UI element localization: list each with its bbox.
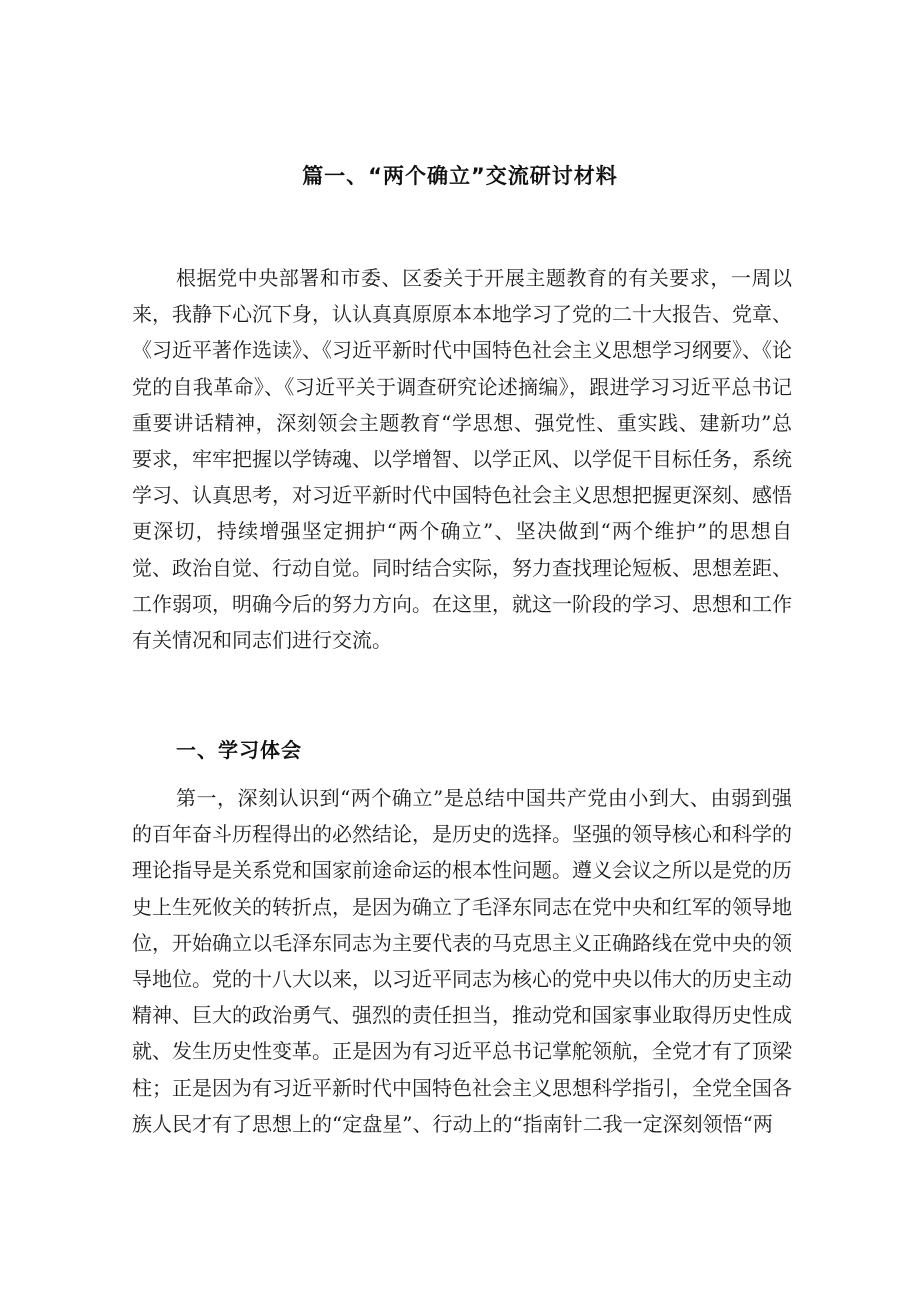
body-paragraph-first-point: 第一，深刻认识到“两个确立”是总结中国共产党由小到大、由弱到强的百年奋斗历程得出的必然结论，是历史的选择。坚强的领导核心和科学的理论指导是关系党和国家前途命运的根本性问题。遵义会议之所以是党的历史上生死攸关的转折点，是因为确立了毛泽东同志在党中央和红军的领导地位，开始确立以毛泽东同志为主要代表的马克思主义正确路线在党中央的领导地位。党的十八大以来，以习近平同志为核心的党中央以伟大的历史主动精神、巨大的政治勇气、强烈的责任担当，推动党和国家事业取得历史性成就、发生历史性变革。正是因为有习近平总书记掌舵领航，全党才有了顶梁柱；正是因为有习近平新时代中国特色社会主义思想科学指引，全党全国各族人民才有了思想上的“定盘星”、行动上的“指南针二我一定深刻领悟“两 xyxy=(132,786,792,1136)
document-title: 篇一、“两个确立”交流研讨材料 xyxy=(302,164,618,188)
intro-paragraph: 根据党中央部署和市委、区委关于开展主题教育的有关要求，一周以来，我静下心沉下身，认认真真原原本本地学习了党的二十大报告、党章、《习近平著作选读》、《习近平新时代中国特色社会主义思想学习纲要》、《论党的自我革命》、《习近平关于调查研究论述摘编》，跟进学习习近平总书记重要讲话精神，深刻领会主题教育“学思想、强党性、重实践、建新功”总要求，牢牢把握以学铸魂、以学增智、以学正风、以学促干目标任务，系统学习、认真思考，对习近平新时代中国特色社会主义思想把握更深刻、感悟更深切，持续增强坚定拥护“两个确立”、坚决做到“两个维护”的思想自觉、政治自觉、行动自觉。同时结合实际，努力查找理论短板、思想差距、工作弱项，明确今后的努力方向。在这里，就这一阶段的学习、思想和工作有关情况和同志们进行交流。 xyxy=(132,266,792,653)
section-heading-study-experience: 一、学习体会 xyxy=(176,738,302,762)
